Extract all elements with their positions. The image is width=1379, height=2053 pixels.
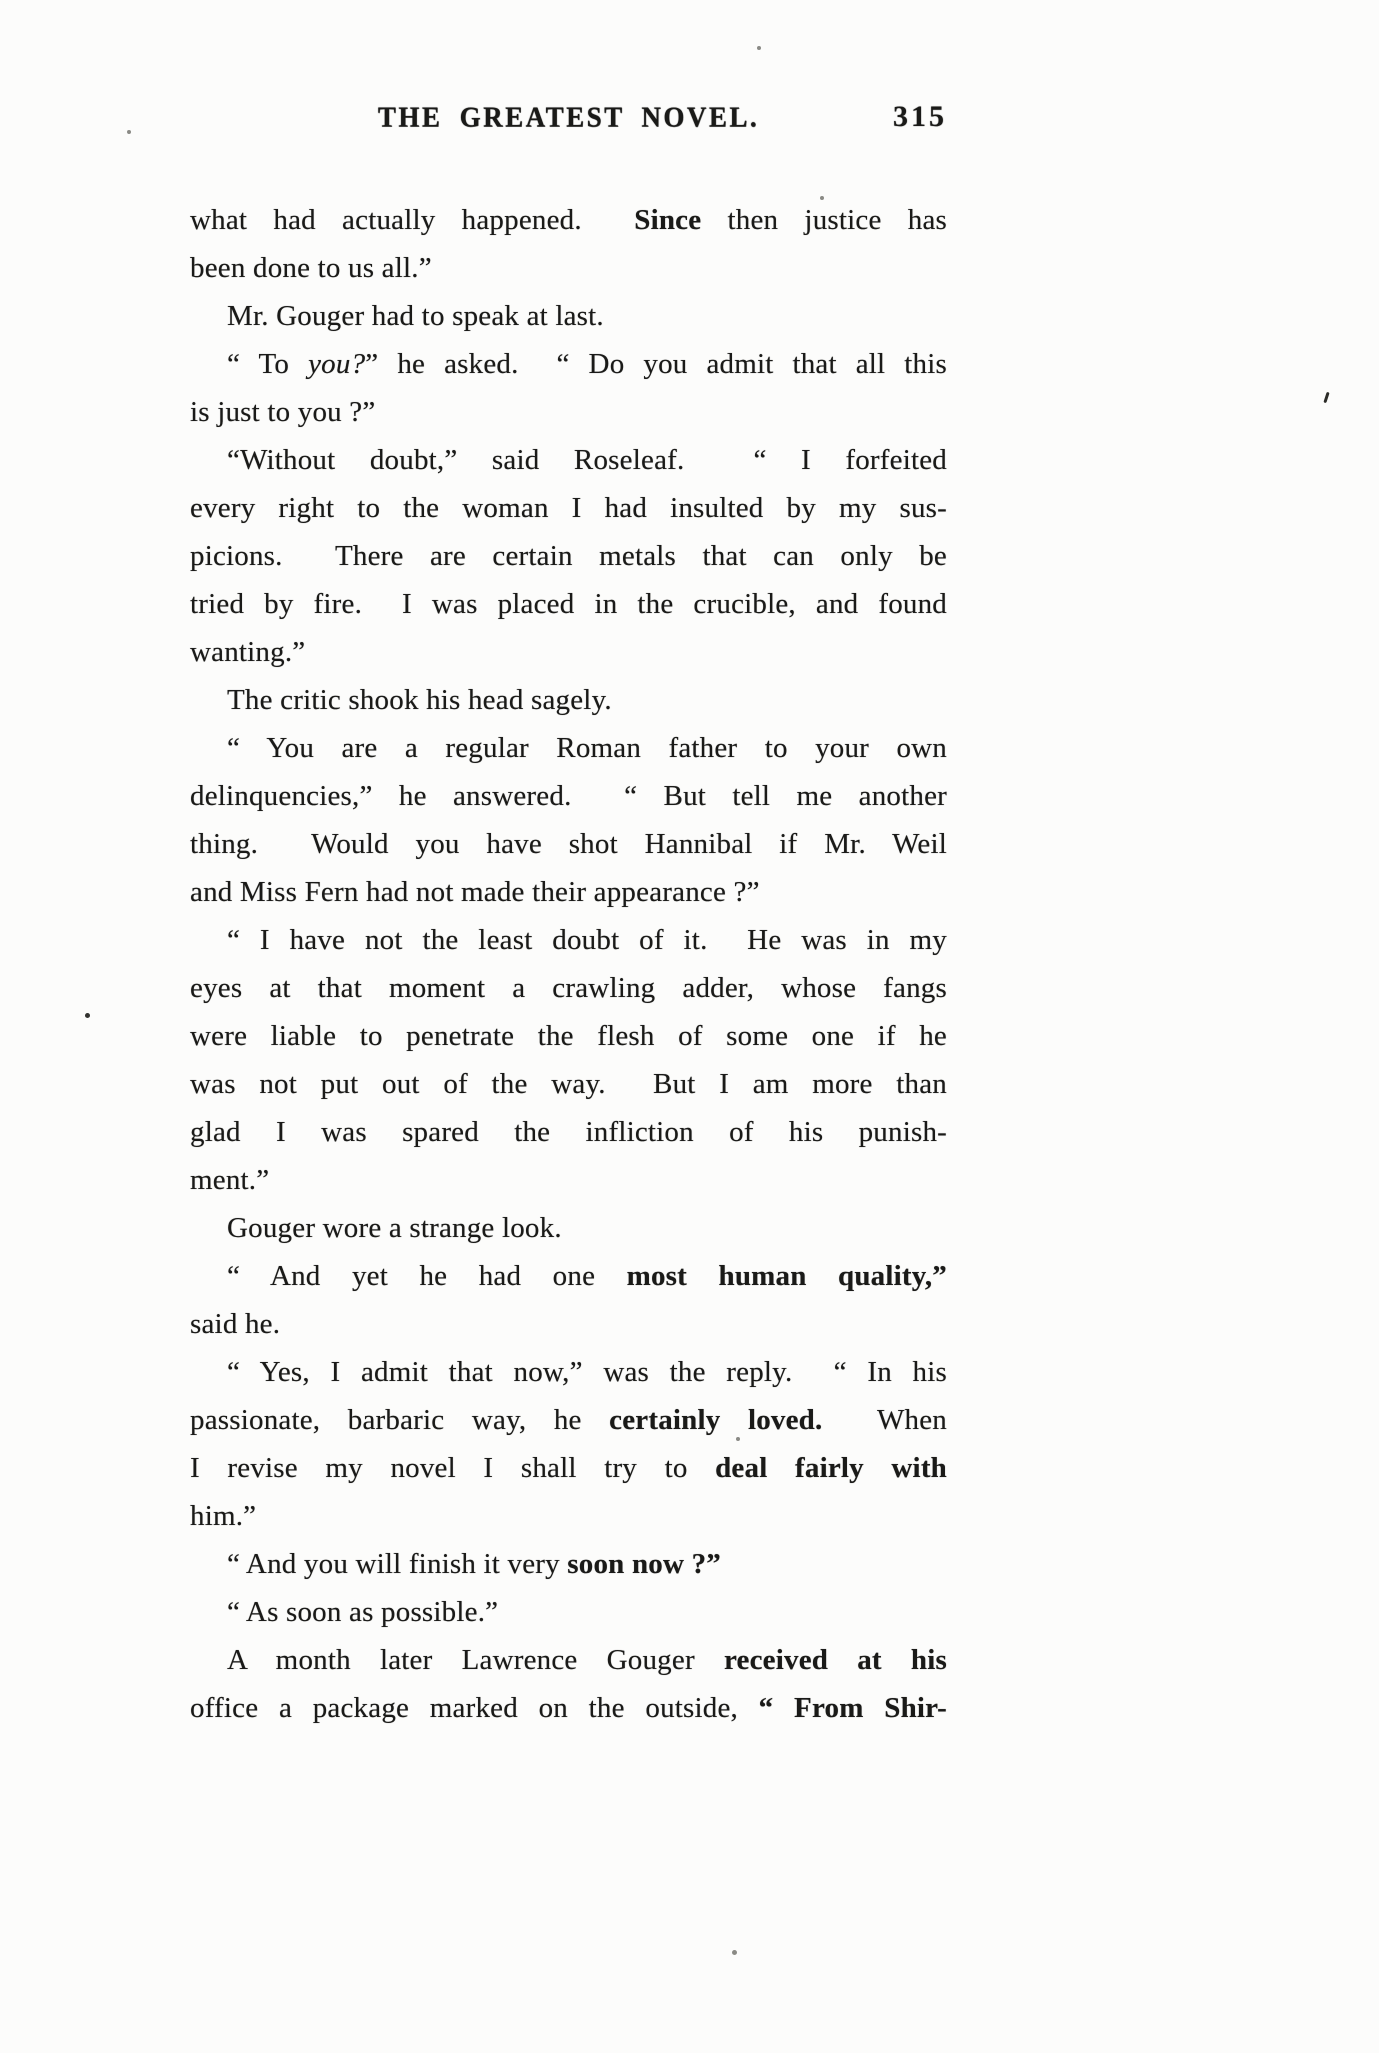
text-segment: passionate, barbaric way, he [190,1404,610,1436]
text-segment: ” he asked. “ Do you admit that all this [365,348,947,380]
text-line [190,1540,947,1588]
text-line: glad I was spared the infliction of his punish- [190,1116,947,1148]
running-header [190,102,947,148]
text-line: ment.” [190,1164,270,1196]
text-line: delinquencies,” he answered. “ But tell me another [190,780,947,812]
text-segment: then justice has [701,204,948,236]
text-line: said he. [190,1308,281,1340]
bold-text: most human quality,” [626,1260,947,1292]
scan-speck [127,130,131,134]
text-segment: “ And yet he had one [227,1260,627,1292]
text-line [190,1396,947,1444]
text-line: him.” [190,1500,257,1532]
page-title: THE GREATEST NOVEL. [377,101,760,133]
body-text [190,196,947,1732]
scan-speck [757,46,761,50]
text-line: “ As soon as possible.” [227,1596,499,1628]
italic-text: you? [308,348,366,380]
bold-text: deal fairly with [715,1452,948,1484]
text-line [190,1636,947,1684]
scan-speck [820,196,824,200]
text-line: tried by fire. I was placed in the crucible, and found [190,588,947,620]
text-line [190,1252,947,1300]
text-segment: “ And you will finish it very [227,1548,568,1580]
text-segment: office a package marked on the outside, [190,1692,759,1724]
text-line: “ Yes, I admit that now,” was the reply. “ In his [227,1356,947,1388]
page-number: 315 [893,100,947,133]
bold-text: certainly loved. [609,1404,823,1436]
text-line: picions. There are certain metals that can only be [190,540,947,572]
text-segment: I revise my novel I shall try to [190,1452,716,1484]
text-line: Gouger wore a strange look. [227,1212,562,1244]
text-line: “Without doubt,” said Roseleaf. “ I forfeited [227,444,947,476]
text-line: “ You are a regular Roman father to your own [227,732,947,764]
text-line [190,1684,947,1732]
scan-speck [85,1013,90,1018]
text-line: Mr. Gouger had to speak at last. [227,300,604,332]
text-segment: what had actually happened. [190,204,635,236]
scan-speck [736,1437,740,1441]
text-line: is just to you ?” [190,396,376,428]
text-segment: “ To [227,348,309,380]
text-segment: A month later Lawrence Gouger [227,1644,724,1676]
text-line: “ I have not the least doubt of it. He was in my [227,924,947,956]
text-line: thing. Would you have shot Hannibal if Mr. Weil [190,828,947,860]
text-line: were liable to penetrate the flesh of some one if he [190,1020,947,1052]
scan-speck [732,1950,737,1955]
text-line: every right to the woman I had insulted by my sus- [190,492,947,524]
text-line: wanting.” [190,636,306,668]
text-line: been done to us all.” [190,252,432,284]
text-line: The critic shook his head sagely. [227,684,612,716]
text-line [190,1444,947,1492]
text-line [190,340,947,388]
scan-scratch [1323,392,1329,403]
bold-text: soon now ?” [567,1548,721,1580]
bold-text: “ From Shir- [758,1692,948,1724]
bold-text: received at his [723,1644,948,1676]
text-line: was not put out of the way. But I am more than [190,1068,947,1100]
text-line [190,196,947,244]
text-segment: When [822,1404,948,1436]
bold-text: Since [634,204,702,236]
text-line: and Miss Fern had not made their appearance ?” [190,876,760,908]
text-line: eyes at that moment a crawling adder, whose fangs [190,972,947,1004]
